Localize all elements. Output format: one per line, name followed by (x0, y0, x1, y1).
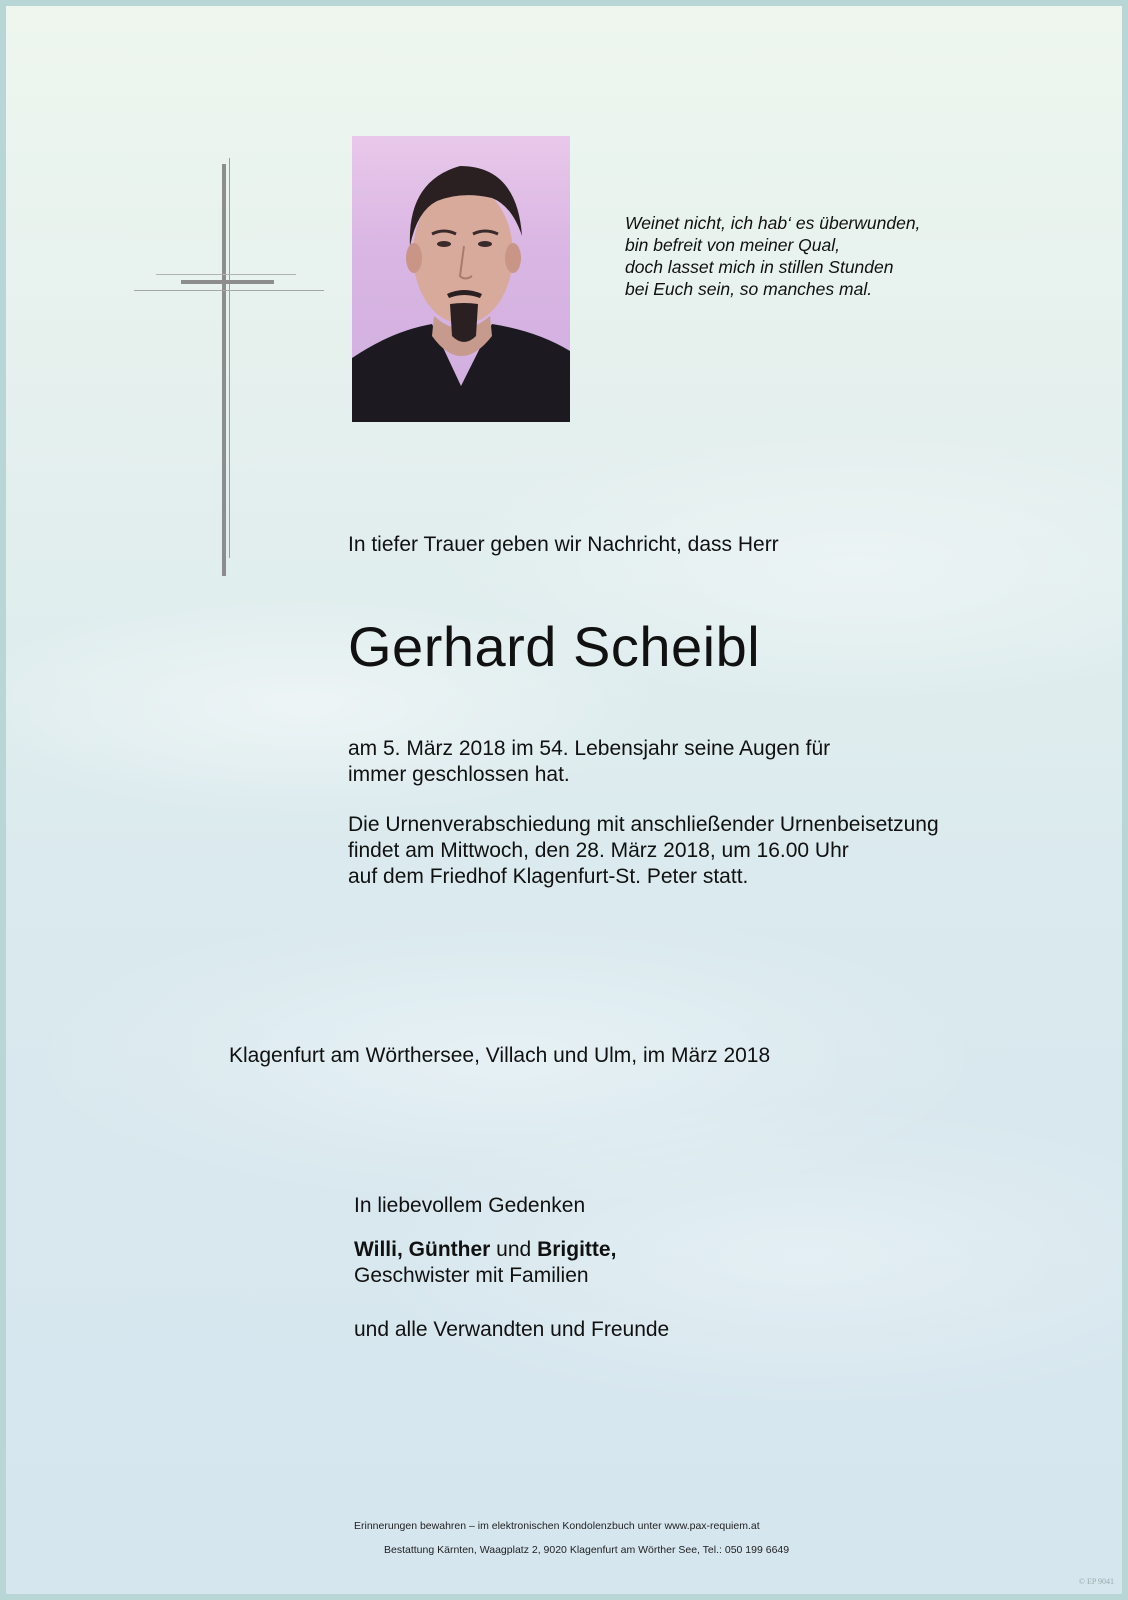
cross-icon (126, 158, 326, 578)
memorial-section (354, 1193, 669, 1343)
footer-address: Bestattung Kärnten, Waagplatz 2, 9020 Klagenfurt am Wörther See, Tel.: 050 199 6649 (384, 1544, 790, 1556)
deceased-name: Gerhard Scheibl (348, 615, 761, 678)
mourner-name: Brigitte, (537, 1238, 617, 1261)
poem-line: bin befreit von meiner Qual, (625, 235, 840, 255)
poem-line: bei Euch sein, so manches mal. (625, 279, 873, 299)
death-line: am 5. März 2018 im 54. Lebensjahr seine Augen für (348, 737, 831, 760)
ceremony-line: Die Urnenverabschiedung mit anschließender Urnenbeisetzung (348, 813, 939, 836)
print-code: © EP 9041 (1078, 1577, 1114, 1586)
connector-text: und (496, 1238, 532, 1261)
mourner-name: Willi, (354, 1238, 403, 1261)
ceremony-line: auf dem Friedhof Klagenfurt-St. Peter statt. (348, 865, 749, 888)
mourners-relation: Geschwister mit Familien (354, 1264, 589, 1287)
ceremony-notice (348, 812, 939, 890)
portrait-photo (352, 136, 570, 422)
ceremony-line: findet am Mittwoch, den 28. März 2018, um 16.00 Uhr (348, 839, 849, 862)
memorial-heading: In liebevollem Gedenken (354, 1194, 586, 1217)
footer-condolence: Erinnerungen bewahren – im elektronischen Kondolenzbuch unter www.pax-requiem.at (354, 1520, 760, 1532)
poem-line: doch lasset mich in stillen Stunden (625, 257, 894, 277)
death-line: immer geschlossen hat. (348, 763, 570, 786)
poem (625, 212, 920, 300)
place-date: Klagenfurt am Wörthersee, Villach und Ulm, im März 2018 (229, 1044, 771, 1067)
poem-line: Weinet nicht, ich hab‘ es überwunden, (625, 213, 921, 233)
death-notice (348, 736, 830, 788)
mourners-names (354, 1237, 669, 1263)
intro-text: In tiefer Trauer geben wir Nachricht, dass Herr (348, 533, 779, 556)
relatives-text: und alle Verwandten und Freunde (354, 1318, 670, 1341)
mourner-name: Günther (408, 1238, 491, 1261)
